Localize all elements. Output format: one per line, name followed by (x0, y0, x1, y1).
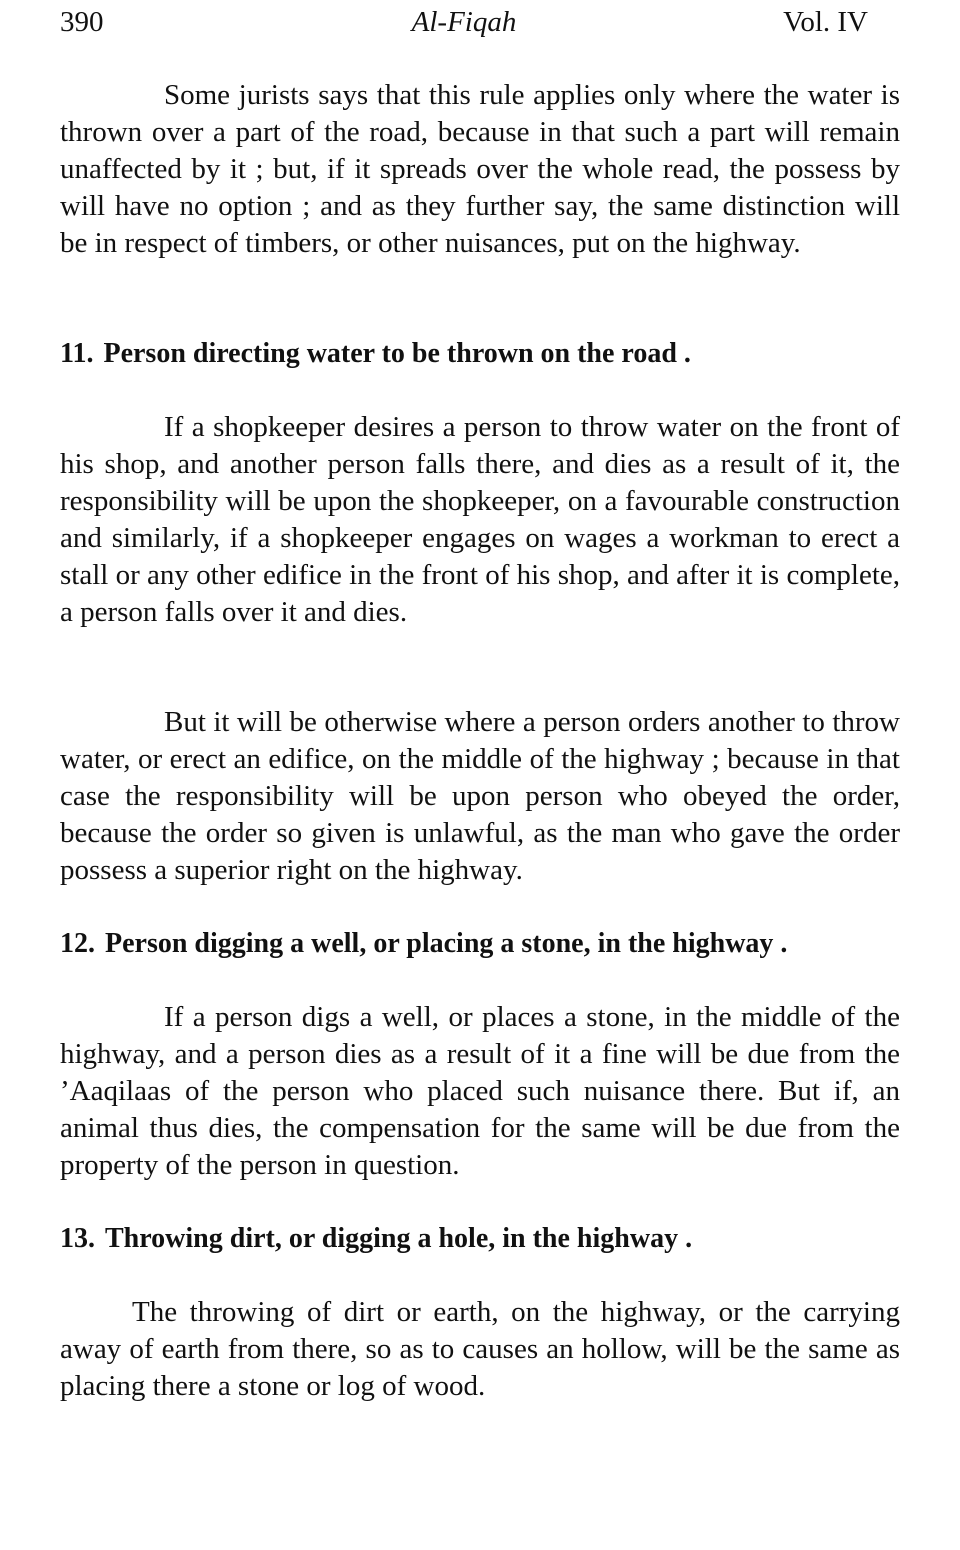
section-number: 13. (60, 1223, 95, 1254)
paragraph-shopkeeper-water: If a shopkeeper desires a person to throw water on the front of his shop, and another person falls there, and dies as a result of it, the responsibility will be upon the shopkeeper, on a favourable construction and similarly, if a shopkeeper engages on wages a workman to erect a stall or any other edifice in the front of his shop, and after it is complete, a person falls over it and dies. (60, 411, 900, 628)
section-title: Person directing water to be thrown on the road . (103, 338, 691, 369)
section-title: Person digging a well, or placing a stone, in the highway . (105, 928, 788, 959)
paragraph-order-unlawful: But it will be otherwise where a person orders another to throw water, or erect an edifice, on the middle of the highway ; because in that case the responsibility will be upon person who obeyed the order, because the order so given is unlawful, as the man who gave the order possess a superior right on the highway. (60, 706, 900, 886)
paragraph-digging-well: If a person digs a well, or places a stone, in the middle of the highway, and a person dies as a result of it a fine will be due from the ’Aaqilaas of the person who placed such nuisance there. But if, an animal thus dies, the compensation for the same will be due from the property of the person in question. (60, 1001, 900, 1181)
paragraph-throwing-dirt: The throwing of dirt or earth, on the highway, or the carrying away of earth from there, so as to causes an hollow, will be the same as placing there a stone or log of wood. (60, 1296, 900, 1402)
running-head (60, 2, 868, 42)
section-heading-13 (60, 1220, 920, 1257)
section-heading-12 (60, 925, 920, 962)
section-number: 11. (60, 338, 94, 369)
section-number: 12. (60, 928, 95, 959)
page-number: 390 (60, 6, 104, 38)
section-title: Throwing dirt, or digging a hole, in the highway . (105, 1223, 693, 1254)
paragraph-jurists-opinion: Some jurists says that this rule applies only where the water is thrown over a part of the road, because in that such a part will remain unaffected by it ; but, if it spreads over the whole read, the possess by will have no option ; and as they further say, the same distinction will be in respect of timbers, or other nuisances, put on the highway. (60, 79, 900, 259)
book-title: Al-Fiqah (411, 6, 517, 38)
section-heading-11 (60, 335, 920, 372)
volume-label: Vol. IV (783, 6, 868, 38)
